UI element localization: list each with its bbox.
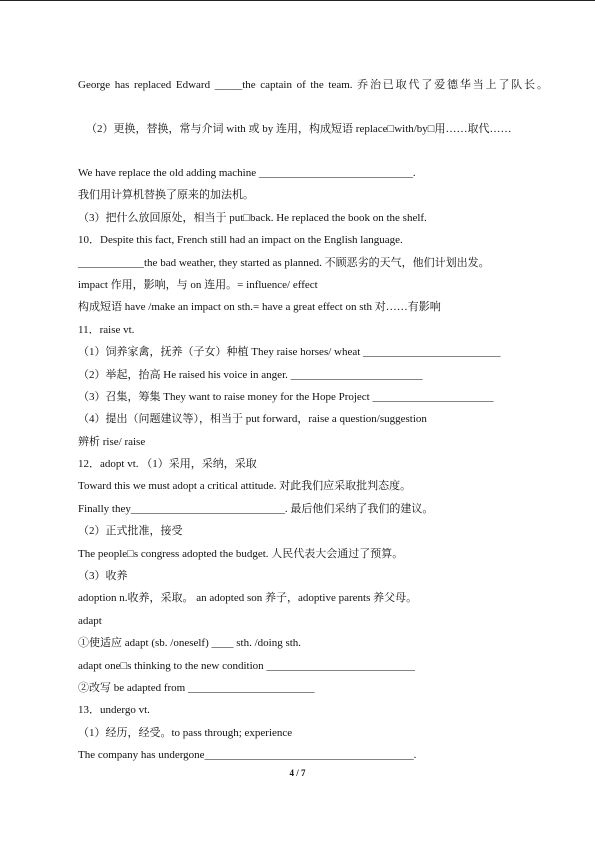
text-line: adoption n.收养，采取。 an adopted son 养子，adoptive parents 养父母。 (78, 592, 418, 605)
text-line: George has replaced Edward _____the captain of the team. 乔治已取代了爱德华当上了队长。 (78, 79, 548, 91)
text-line: The people□s congress adopted the budget. 人民代表大会通过了预算。 (78, 547, 404, 560)
text-line: （2）正式批准，接受 (78, 525, 183, 538)
text-line: 构成短语 have /make an impact on sth.= have a great effect on sth 对……有影响 (78, 301, 441, 314)
text-line: （1）经历，经受。to pass through; experience (78, 726, 293, 739)
text-line: （1）饲养家禽，抚养（子女）种植 They raise horses/ wheat _________________________ (78, 346, 501, 359)
text-line: （3）召集，筹集 They want to raise money for the Hope Project ______________________ (78, 390, 494, 403)
text-line: adapt (78, 614, 102, 627)
top-divider (0, 0, 595, 1)
text-line: （2）举起，抬高 He raised his voice in anger. ________________________ (78, 368, 423, 381)
section-heading: 11．raise vt. (78, 323, 135, 336)
text-line: 10．Despite this fact, French still had an impact on the English language. (78, 234, 403, 247)
text-line: （3）收养 (78, 570, 128, 583)
text-line: ____________the bad weather, they started as planned. 不顾恶劣的天气，他们计划出发。 (78, 256, 490, 269)
text-line: ①使适应 adapt (sb. /oneself) ____ sth. /doing sth. (78, 637, 302, 650)
section-heading: 12．adopt vt. （1）采用，采纳，采取 (78, 458, 257, 471)
text-line: （4）提出（问题建议等），相当于 put forward，raise a question/suggestion (78, 413, 427, 426)
page-number: 4 / 7 (289, 768, 306, 778)
text-line: Toward this we must adopt a critical attitude. 对此我们应采取批判态度。 (78, 480, 412, 493)
text-line: 辨析 rise/ raise (78, 435, 146, 448)
text-line: adapt one□s thinking to the new condition ___________________________ (78, 659, 415, 672)
text-line: Finally they____________________________. 最后他们采纳了我们的建议。 (78, 502, 434, 515)
text-line: The company has undergone______________________________________. (78, 749, 417, 762)
text-line: 我们用计算机替换了原来的加法机。 (78, 189, 254, 202)
text-line: （3）把什么放回原处，相当于 put□back. He replaced the book on the shelf. (78, 211, 427, 224)
section-heading: 13．undergo vt. (78, 704, 150, 717)
page-content (78, 77, 548, 770)
text-line: impact 作用，影响，与 on 连用。= influence/ effect (78, 278, 318, 291)
text-line: （2）更换，替换，常与介词 with 或 by 连用，构成短语 replace□with/by□用……取代…… (86, 123, 512, 135)
text-line: We have replace the old adding machine ____________________________. (78, 167, 416, 179)
text-line: ②改写 be adapted from _______________________ (78, 681, 315, 694)
